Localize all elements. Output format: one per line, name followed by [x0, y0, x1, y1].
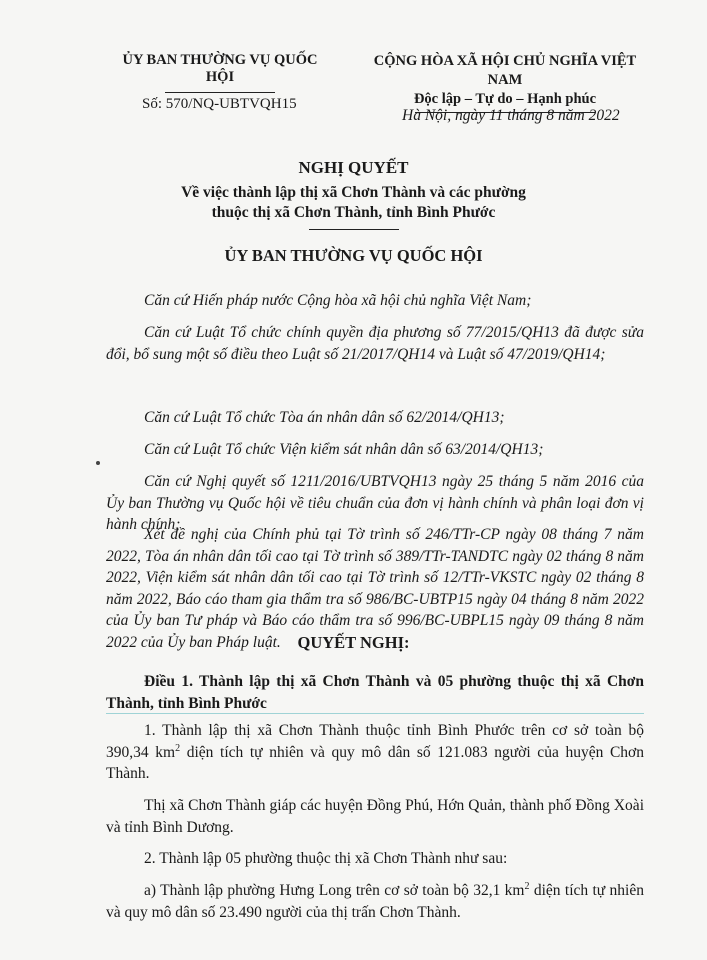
- document-number: Số: 570/NQ-UBTVQH15: [142, 96, 297, 112]
- clause-1-sup: 2: [175, 742, 181, 754]
- decision-heading: QUYẾT NGHỊ:: [297, 633, 410, 652]
- issuer-name: ỦY BAN THƯỜNG VỤ QUỐC HỘI: [122, 52, 318, 85]
- basis-5: Căn cứ Nghị quyết số 1211/2016/UBTVQH13 ngày 25 tháng 5 năm 2016 của Ủy ban Thường vụ Quốc hội về tiêu chuẩn của đơn vị hành chính và phân loại đơn vị hành chính;: [106, 473, 644, 533]
- clause-1-text-b: diện tích tự nhiên và quy mô dân số 121.083 người của huyện Chơn Thành.: [106, 743, 644, 782]
- article-1-title: Điều 1. Thành lập thị xã Chơn Thành và 05 phường thuộc thị xã Chơn Thành, tỉnh Bình Phước: [106, 673, 644, 712]
- article-1-boundaries: Thị xã Chơn Thành giáp các huyện Đồng Phú, Hớn Quản, thành phố Đồng Xoài và tỉnh Bình Dương.: [106, 797, 644, 836]
- scan-line: [106, 713, 644, 714]
- document-subject: [0, 183, 707, 230]
- document-type: NGHỊ QUYẾT: [298, 158, 409, 177]
- issuer-underline: [165, 92, 275, 93]
- clause-2a-text-a: a) Thành lập phường Hưng Long trên cơ sở toàn bộ 32,1 km: [144, 882, 525, 899]
- basis-3: Căn cứ Luật Tổ chức Tòa án nhân dân số 62/2014/QH13;: [144, 409, 505, 426]
- clause-2a-sup: 2: [524, 880, 530, 892]
- document-date: Hà Nội, ngày 11 tháng 8 năm 2022: [402, 107, 620, 124]
- scan-speck: [96, 461, 100, 465]
- article-1-clause-2a: [106, 880, 644, 923]
- clause-2a-text-b: diện tích tự nhiên và quy mô dân số 23.490 người của thị trấn Chơn Thành.: [106, 882, 644, 921]
- subject-line-2: thuộc thị xã Chơn Thành, tỉnh Bình Phước: [211, 204, 496, 221]
- subject-underline: [309, 229, 399, 230]
- motto: Độc lập – Tự do – Hạnh phúc: [413, 91, 597, 107]
- basis-4: Căn cứ Luật Tổ chức Viện kiểm sát nhân dân số 63/2014/QH13;: [144, 441, 544, 458]
- article-1-clause-2: 2. Thành lập 05 phường thuộc thị xã Chơn Thành như sau:: [144, 850, 508, 867]
- clause-1-text-a: 1. Thành lập thị xã Chơn Thành thuộc tỉnh Bình Phước trên cơ sở toàn bộ 390,34 km: [106, 722, 644, 761]
- country-name: CỘNG HÒA XÃ HỘI CHỦ NGHĨA VIỆT NAM: [373, 53, 637, 88]
- issuer-block: [110, 52, 330, 93]
- body-heading: ỦY BAN THƯỜNG VỤ QUỐC HỘI: [224, 246, 483, 265]
- basis-6: Xét đề nghị của Chính phủ tại Tờ trình số 246/TTr-CP ngày 08 tháng 7 năm 2022, Tòa án nhân dân tối cao tại Tờ trình số 389/TTr-TANDTC ngày 02 tháng 8 năm 2022, Viện kiểm sát nhân dân tối cao tại Tờ trình số 12/TTr-VKSTC ngày 02 tháng 8 năm 2022, Báo cáo tham gia thẩm tra số 986/BC-UBTP15 ngày 04 tháng 8 năm 2022 của Ủy ban Tư pháp và Báo cáo thẩm tra số 996/BC-UBPL15 ngày 09 tháng 8 năm 2022 của Ủy ban Pháp luật.: [106, 526, 644, 651]
- basis-2: Căn cứ Luật Tổ chức chính quyền địa phương số 77/2015/QH13 đã được sửa đổi, bổ sung một số điều theo Luật số 21/2017/QH14 và Luật số 47/2019/QH14;: [106, 324, 644, 363]
- basis-1: Căn cứ Hiến pháp nước Cộng hòa xã hội chủ nghĩa Việt Nam;: [144, 292, 532, 309]
- article-1-clause-1: [106, 720, 644, 785]
- subject-line-1: Về việc thành lập thị xã Chơn Thành và các phường: [181, 184, 526, 201]
- national-header: [355, 52, 655, 113]
